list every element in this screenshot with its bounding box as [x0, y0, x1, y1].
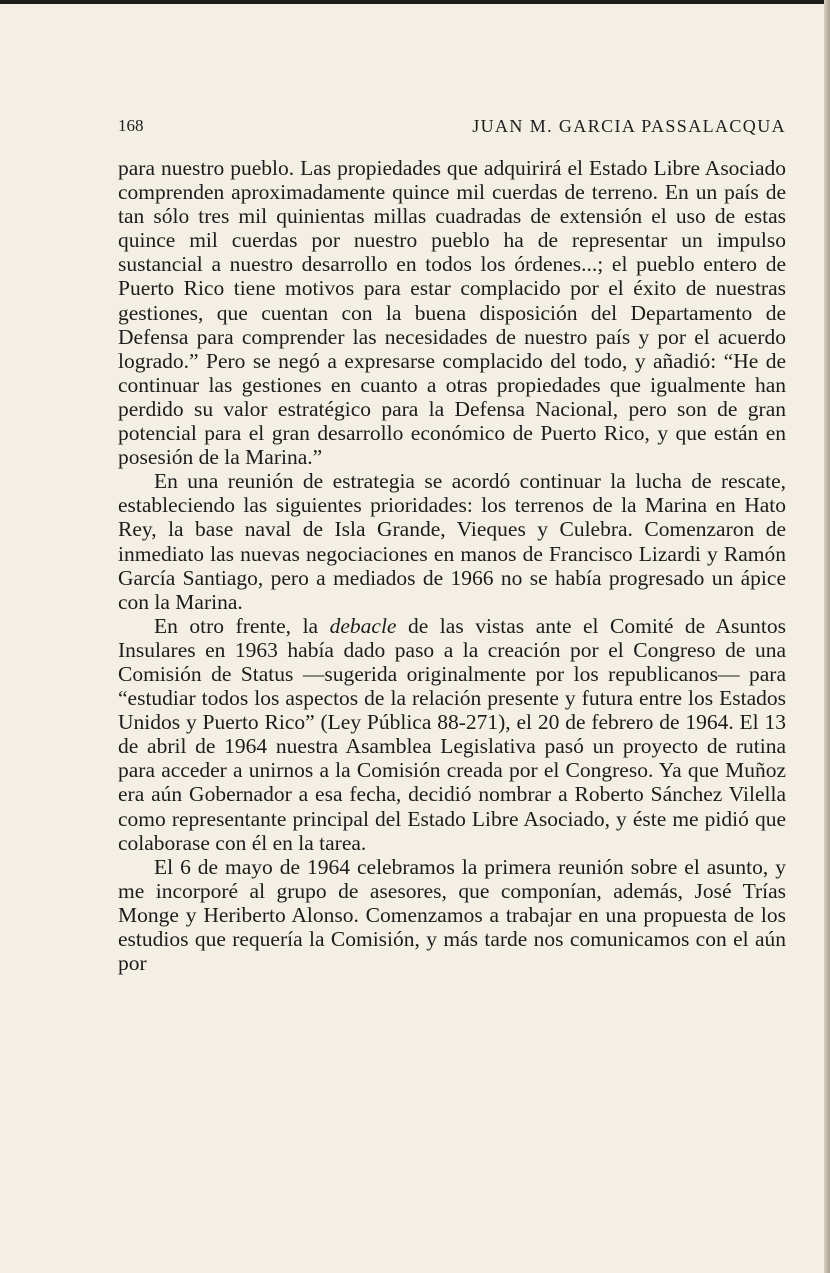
paragraph-3-start: En otro frente, la	[154, 613, 330, 638]
paragraph-2: En una reunión de estrategia se acordó continuar la lucha de rescate, estableciendo las siguientes prioridades: los terrenos de la Marina en Hato Rey, la base naval de Isla Grande, Vieques y Culebra. Comenzaron de inmediato las nuevas negociaciones en manos de Francisco Lizardi y Ramón García Santiago, pero a mediados de 1966 no se había progresado un ápice con la Marina.	[118, 469, 786, 614]
paragraph-3-end: de las vistas ante el Comité de Asuntos Insulares en 1963 había dado paso a la creación por el Congreso de una Comisión de Status —sugerida originalmente por los republicanos— para “estudiar todos los aspectos de la relación presente y futura entre los Estados Unidos y Puerto Rico” (Ley Pública 88-271), el 20 de febrero de 1964. El 13 de abril de 1964 nuestra Asamblea Legislativa pasó un proyecto de rutina para acceder a unirnos a la Comisión creada por el Congreso. Ya que Muñoz era aún Gobernador a esa fecha, decidió nombrar a Roberto Sánchez Vilella como representante principal del Estado Libre Asociado, y éste me pidió que colaborase con él en la tarea.	[118, 613, 786, 855]
running-head: JUAN M. GARCIA PASSALACQUA	[472, 116, 786, 136]
paragraph-4: El 6 de mayo de 1964 celebramos la primera reunión sobre el asunto, y me incorporé al grupo de asesores, que componían, además, José Trías Monge y Heriberto Alonso. Comenzamos a trabajar en una propuesta de los estudios que requería la Comisión, y más tarde nos comunicamos con el aún por	[118, 854, 786, 976]
page-number: 168	[118, 116, 144, 135]
italic-term: debacle	[329, 613, 397, 638]
paragraph-1: para nuestro pueblo. Las propiedades que adquirirá el Estado Libre Asociado comprenden aproximadamente quince mil cuerdas de terreno. En un país de tan sólo tres mil quinientas millas cuadradas de extensión el uso de estas quince mil cuerdas por nuestro pueblo ha de representar un impulso sustancial a nuestro desarrollo en todos los órdenes...; el pueblo entero de Puerto Rico tiene motivos para estar complacido por el éxito de nuestras gestiones, que cuentan con la buena disposición del Departamento de Defensa para comprender las necesidades de nuestro país y por el acuerdo logrado.” Pero se negó a expresarse complacido del todo, y añadió: “He de continuar las gestiones en cuanto a otras propiedades que igualmente han perdido su valor estratégico para la Defensa Nacional, pero son de gran potencial para el gran desarrollo económico de Puerto Rico, y que están en posesión de la Marina.”	[118, 156, 786, 470]
page-right-edge	[824, 0, 830, 1273]
page-top-edge	[0, 0, 830, 4]
page-header	[118, 116, 786, 142]
paragraph-3	[118, 614, 786, 855]
body-text	[118, 156, 786, 975]
